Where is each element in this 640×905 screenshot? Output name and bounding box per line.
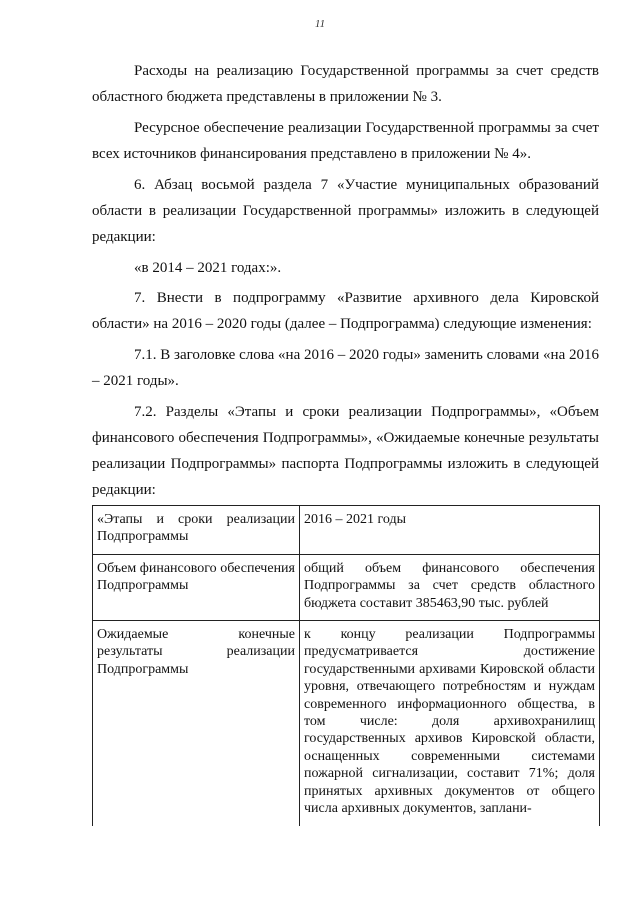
paragraph-item-7-2: 7.2. Разделы «Этапы и сроки реализации Подпрограммы», «Объем финансового обеспечения Подпрограммы», «Ожидаемые конечные результаты реализации Подпрограммы» паспорта Подпрограммы изложить в следующей редакции: <box>92 403 599 499</box>
page-number: 11 <box>314 18 326 30</box>
table-cell-label: Объем финансового обеспечения Подпрограммы <box>93 554 300 620</box>
paragraph-expenses: Расходы на реализацию Государственной программы за счет средств областного бюджета представлены в приложении № 3. <box>92 63 599 106</box>
paragraph-item-7: 7. Внести в подпрограмму «Развитие архивного дела Кировской области» на 2016 – 2020 годы (далее – Подпрограмма) следующие изменения: <box>92 290 599 333</box>
document-body <box>92 58 599 508</box>
paragraph-resources: Ресурсное обеспечение реализации Государственной программы за счет всех источников финансирования представлено в приложении № 4». <box>92 119 599 162</box>
table-cell-value: общий объем финансового обеспечения Подпрограммы за счет средств областного бюджета составит 385463,90 тыс. рублей <box>300 554 600 620</box>
table-row <box>93 506 600 555</box>
table-cell-label: Ожидаемые конечные результаты реализации Подпрограммы <box>93 621 300 826</box>
table-row <box>93 621 600 826</box>
table-cell-label: «Этапы и сроки реализации Подпрограммы <box>93 506 300 555</box>
table-cell-value: к концу реализации Подпрограммы предусматривается достижение государственными архивами Кировской области уровня, отвечающего потребностям и нуждам современного информационного общества, в том числе: доля архивохранилищ государственных архивов Кировской области, оснащенных современными системами пожарной сигнализации, составит 71%; доля принятых архивных документов от общего числа архивных документов, заплани- <box>300 621 600 826</box>
paragraph-item-6: 6. Абзац восьмой раздела 7 «Участие муниципальных образований области в реализации Государственной программы» изложить в следующей редакции: <box>92 176 599 245</box>
paragraph-quote-years: «в 2014 – 2021 годах:». <box>134 259 282 276</box>
table-row <box>93 554 600 620</box>
paragraph-item-7-1: 7.1. В заголовке слова «на 2016 – 2020 годы» заменить словами «на 2016 – 2021 годы». <box>92 346 599 390</box>
table-cell-value: 2016 – 2021 годы <box>300 506 600 555</box>
passport-table <box>92 505 600 826</box>
